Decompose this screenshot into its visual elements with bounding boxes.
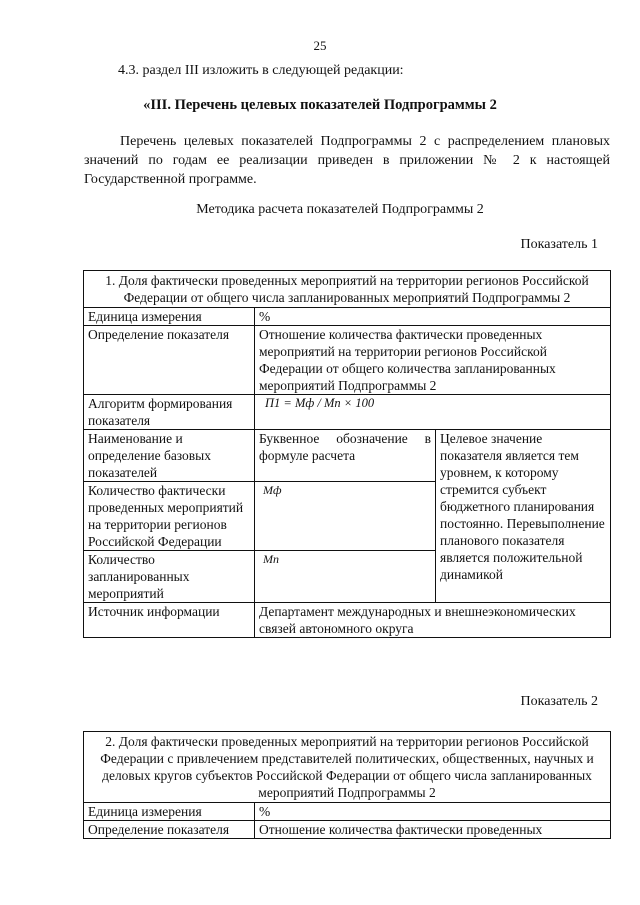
definition-value: Отношение количества фактически проведенных мероприятий на территории регионов Российской Федерации от общего количества запланированных мероприятий Подпрограммы 2 (255, 326, 611, 395)
table-row (84, 430, 611, 482)
target-value-note: Целевое значение показателя является тем уровнем, к которому стремится субъект бюджетного планирования постоянно. Перевыполнение планового показателя является положительной динамикой (436, 430, 611, 603)
base-indicators-label: Наименование и определение базовых показателей (84, 430, 255, 482)
indicator-2-table (83, 731, 611, 839)
algorithm-formula: П1 = Мф / Мп × 100 (255, 395, 611, 430)
section-heading: «III. Перечень целевых показателей Подпрограммы 2 (143, 97, 497, 113)
table-row (84, 395, 611, 430)
unit-value: % (255, 308, 611, 326)
actual-events-label: Количество фактически проведенных мероприятий на территории регионов Российской Федерации (84, 482, 255, 551)
actual-events-symbol: Мф (255, 482, 436, 551)
algorithm-label: Алгоритм формирования показателя (84, 395, 255, 430)
letter-designation-label: Буквенное обозначение в формуле расчета (255, 430, 436, 482)
table-row (84, 603, 611, 638)
amendment-item: 4.3. раздел III изложить в следующей редакции: (118, 63, 404, 78)
page-number: 25 (313, 38, 327, 53)
table-row (84, 271, 611, 308)
source-label: Источник информации (84, 603, 255, 638)
source-value: Департамент международных и внешнеэкономических связей автономного округа (255, 603, 611, 638)
table-row (84, 732, 611, 803)
definition-label: Определение показателя (84, 326, 255, 395)
table-row (84, 308, 611, 326)
unit-label: Единица измерения (84, 803, 255, 821)
definition-label: Определение показателя (84, 821, 255, 839)
planned-events-label: Количество запланированных мероприятий (84, 551, 255, 603)
definition-value: Отношение количества фактически проведенных (255, 821, 611, 839)
indicator-1-title: 1. Доля фактически проведенных мероприятий на территории регионов Российской Федерации от общего числа запланированных мероприятий Подпрограммы 2 (84, 271, 611, 308)
table-row (84, 803, 611, 821)
indicator-2-title: 2. Доля фактически проведенных мероприятий на территории регионов Российской Федерации с привлечением представителей политических, общественных, научных и деловых кругов субъектов Российской Федерации от общего числа запланированных мероприятий Подпрограммы 2 (84, 732, 611, 803)
methodology-title: Методика расчета показателей Подпрограммы 2 (196, 202, 484, 217)
intro-paragraph: Перечень целевых показателей Подпрограммы 2 с распределением плановых значений по годам ее реализации приведен в приложении № 2 к настоящей Государственной программе. (84, 134, 610, 187)
unit-label: Единица измерения (84, 308, 255, 326)
indicator-2-label: Показатель 2 (520, 694, 598, 709)
indicator-1-label: Показатель 1 (520, 237, 598, 252)
unit-value: % (255, 803, 611, 821)
table-row (84, 326, 611, 395)
table-row (84, 821, 611, 839)
indicator-1-table (83, 270, 611, 638)
planned-events-symbol: Мп (255, 551, 436, 603)
